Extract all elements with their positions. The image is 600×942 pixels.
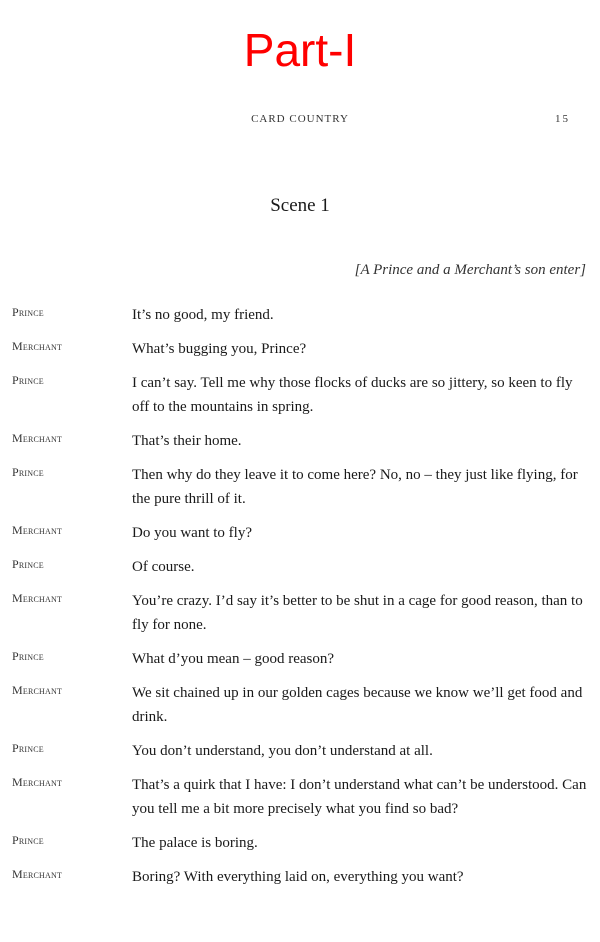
speaker-name: Merchant [12, 683, 63, 697]
dialogue-line [0, 463, 600, 511]
speech-text: Boring? With everything laid on, everything you want? [132, 869, 464, 885]
speech-text: That’s a quirk that I have: I don’t understand what can’t be understood. Can you tell me a bit more precisely what you find so bad? [132, 777, 587, 817]
speaker-name: Prince [12, 741, 44, 755]
speech-text: That’s their home. [132, 433, 242, 449]
dialogue-line [0, 337, 600, 361]
dialogue-line [0, 429, 600, 453]
speaker-name: Prince [12, 305, 44, 319]
speaker-name: Merchant [12, 867, 63, 881]
speech-text: What’s bugging you, Prince? [132, 341, 307, 357]
dialogue-line [0, 865, 600, 889]
stage-direction: [A Prince and a Merchant’s son enter] [354, 262, 586, 278]
speaker-name: Prince [12, 649, 44, 663]
dialogue-line [0, 681, 600, 729]
speech-text: Do you want to fly? [132, 525, 252, 541]
speaker-name: Prince [12, 833, 44, 847]
speech-text: Then why do they leave it to come here? No, no – they just like flying, for the pure thrill of it. [132, 467, 578, 507]
speaker-name: Prince [12, 373, 44, 387]
speaker-name: Prince [12, 557, 44, 571]
speech-text: Of course. [132, 559, 195, 575]
speaker-name: Merchant [12, 431, 63, 445]
dialogue-line [0, 521, 600, 545]
scene-title: Scene 1 [270, 195, 330, 216]
dialogue-line [0, 589, 600, 637]
dialogue-line [0, 647, 600, 671]
dialogue-line [0, 773, 600, 821]
speech-text: We sit chained up in our golden cages because we know we’ll get food and drink. [132, 685, 583, 725]
speaker-name: Merchant [12, 591, 63, 605]
speaker-name: Merchant [12, 339, 63, 353]
running-head: CARD COUNTRY [251, 113, 349, 125]
speech-text: It’s no good, my friend. [132, 307, 274, 323]
speech-text: I can’t say. Tell me why those flocks of ducks are so jittery, so keen to fly off to the mountains in spring. [132, 375, 573, 415]
part-title: Part-I [243, 24, 357, 76]
speaker-name: Merchant [12, 775, 63, 789]
page-number: 15 [555, 113, 570, 125]
dialogue-list [0, 303, 600, 899]
dialogue-line [0, 555, 600, 579]
dialogue-line [0, 303, 600, 327]
speech-text: The palace is boring. [132, 835, 258, 851]
dialogue-line [0, 371, 600, 419]
speech-text: You’re crazy. I’d say it’s better to be shut in a cage for good reason, than to fly for none. [132, 593, 583, 633]
speaker-name: Merchant [12, 523, 63, 537]
speech-text: What d’you mean – good reason? [132, 651, 335, 667]
speaker-name: Prince [12, 465, 44, 479]
speech-text: You don’t understand, you don’t understand at all. [132, 743, 433, 759]
dialogue-line [0, 831, 600, 855]
dialogue-line [0, 739, 600, 763]
